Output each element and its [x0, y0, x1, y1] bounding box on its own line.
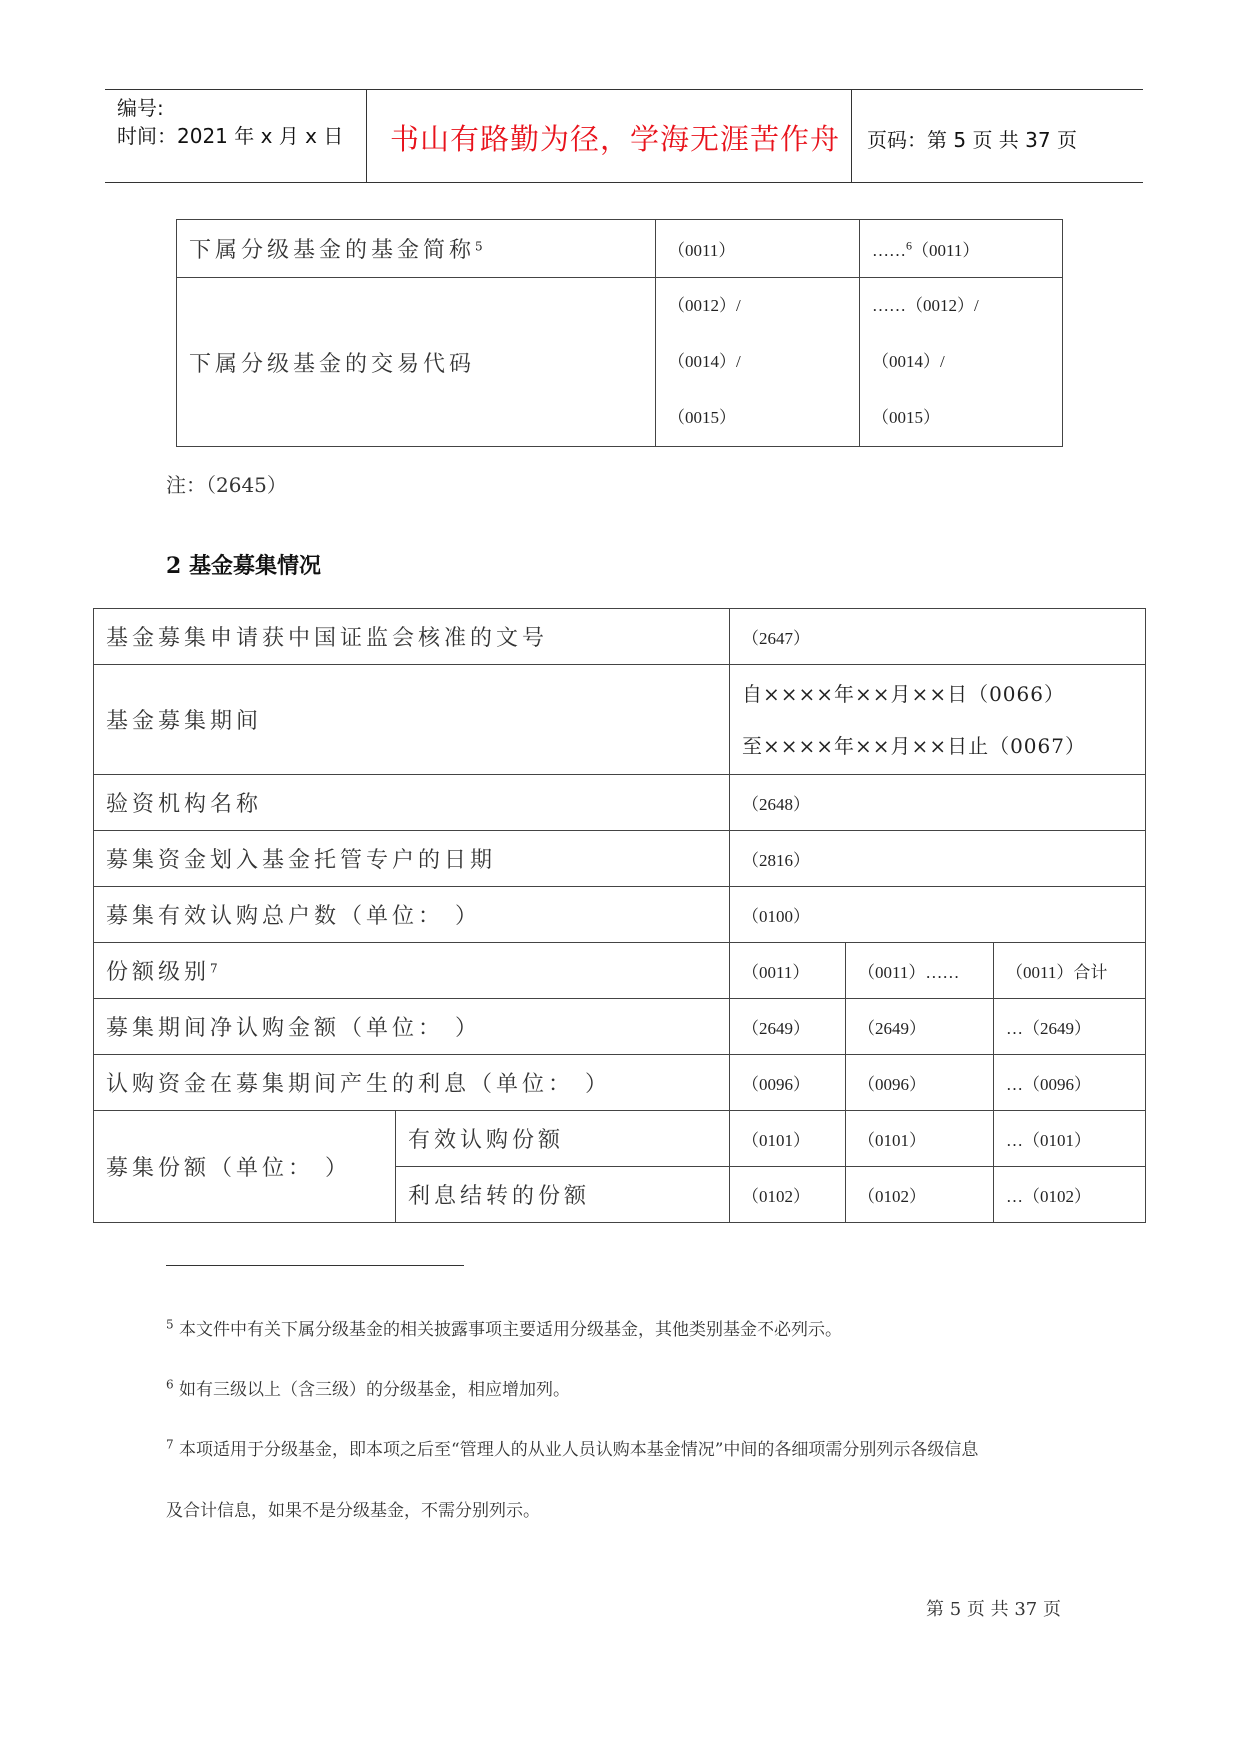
header-page-code: 页码：第 5 页 共 37 页: [867, 128, 1077, 152]
table-cell: （2649）: [846, 999, 994, 1055]
footnote-ref: 6: [906, 238, 912, 253]
table-cell: （2816）: [730, 831, 1146, 887]
table-cell: …（2649）: [994, 999, 1146, 1055]
footnote-7: [166, 1435, 978, 1460]
footnote-5: [166, 1315, 842, 1340]
footnote-number: 6: [166, 1377, 174, 1392]
table-cell: （0101）: [846, 1111, 994, 1167]
table-row: [94, 943, 1146, 999]
header-top-rule: [105, 89, 1143, 90]
code-line: （0012）/: [668, 296, 741, 315]
table-cell: （0011）: [912, 241, 980, 260]
code-line: （0015）: [872, 408, 940, 427]
table-row: [94, 1111, 1146, 1167]
row-label: 下属分级基金的交易代码: [189, 351, 476, 377]
period-start: 自××××年××月××日（0066）: [742, 681, 1065, 706]
sub-row-label: 有效认购份额: [408, 1128, 565, 1153]
row-label: 募集期间净认购金额（单位： ）: [106, 1016, 481, 1041]
table-cell: （0102）: [730, 1167, 846, 1223]
table-row: [94, 887, 1146, 943]
code-line: （0014）/: [668, 352, 741, 371]
table-cell: …（0102）: [994, 1167, 1146, 1223]
row-label: 基金募集申请获中国证监会核准的文号: [106, 626, 549, 651]
fund-raising-table: [93, 608, 1146, 1223]
table-cell: …（0096）: [994, 1055, 1146, 1111]
sub-row-label: 利息结转的份额: [408, 1184, 591, 1209]
table-cell: （0100）: [730, 887, 1146, 943]
header-bottom-rule: [105, 182, 1143, 183]
row-label: 募集份额（单位： ）: [106, 1156, 351, 1181]
table-row: [177, 220, 1063, 278]
page-footer: 第 5 页 共 37 页: [926, 1599, 1061, 1620]
row-label: 募集有效认购总户数（单位： ）: [106, 904, 481, 929]
footnote-6: [166, 1375, 570, 1400]
table-cell: （0101）: [730, 1111, 846, 1167]
table-row: [94, 775, 1146, 831]
code-line: （0015）: [668, 408, 736, 427]
footnote-number: 5: [166, 1317, 174, 1332]
row-label: 基金募集期间: [106, 709, 263, 734]
table-cell: …（0101）: [994, 1111, 1146, 1167]
header-divider-right: [851, 89, 852, 183]
table-row: [94, 831, 1146, 887]
table-row: [94, 665, 1146, 775]
row-label: 份额级别: [106, 960, 211, 985]
header-motto: 书山有路勤为径，学海无涯苦作舟: [390, 122, 841, 156]
row-label: 认购资金在募集期间产生的利息（单位： ）: [106, 1072, 611, 1097]
code-line: （0014）/: [872, 352, 945, 371]
table-cell: （0096）: [846, 1055, 994, 1111]
table-cell: （0011）……: [846, 943, 994, 999]
table-row: [94, 999, 1146, 1055]
header-serial-label: 编号:: [117, 96, 164, 120]
table-row: [94, 609, 1146, 665]
footnote-number: 7: [166, 1437, 174, 1452]
header-divider-left: [366, 89, 367, 183]
footnote-ref: 7: [210, 961, 218, 976]
table-cell: （0011）合计: [994, 943, 1146, 999]
table-row: [177, 278, 1063, 447]
row-label: 募集资金划入基金托管专户的日期: [106, 848, 497, 873]
header-time-label: 时间：2021 年 x 月 x 日: [117, 124, 344, 148]
row-label: 下属分级基金的基金简称: [189, 238, 476, 263]
footnote-ref: 5: [475, 239, 483, 254]
table-cell: （2649）: [730, 999, 846, 1055]
footnote-7-continuation: 及合计信息，如果不是分级基金，不需分别列示。: [166, 1501, 540, 1521]
table-row: [94, 1055, 1146, 1111]
code-line: ……（0012）/: [872, 296, 979, 315]
period-end: 至××××年××月××日止（0067）: [742, 733, 1086, 758]
footnote-text: 如有三级以上（含三级）的分级基金，相应增加列。: [179, 1380, 571, 1400]
table-cell: （0096）: [730, 1055, 846, 1111]
table-note: 注：（2645）: [166, 473, 287, 497]
table-cell: （2647）: [730, 609, 1146, 665]
ellipsis-text: ……: [872, 241, 906, 260]
fund-class-table: [176, 219, 1063, 447]
table-cell: （2648）: [730, 775, 1146, 831]
section-heading: 2 基金募集情况: [166, 553, 321, 579]
row-label: 验资机构名称: [106, 792, 263, 817]
table-cell: （0011）: [730, 943, 846, 999]
footnote-text: 本项适用于分级基金，即本项之后至“管理人的从业人员认购本基金情况”中间的各细项需分别列示各级信息: [179, 1440, 979, 1460]
footnote-separator: [166, 1265, 464, 1266]
table-cell: （0102）: [846, 1167, 994, 1223]
footnote-text: 本文件中有关下属分级基金的相关披露事项主要适用分级基金，其他类别基金不必列示。: [179, 1320, 843, 1340]
table-cell: （0011）: [656, 220, 860, 278]
